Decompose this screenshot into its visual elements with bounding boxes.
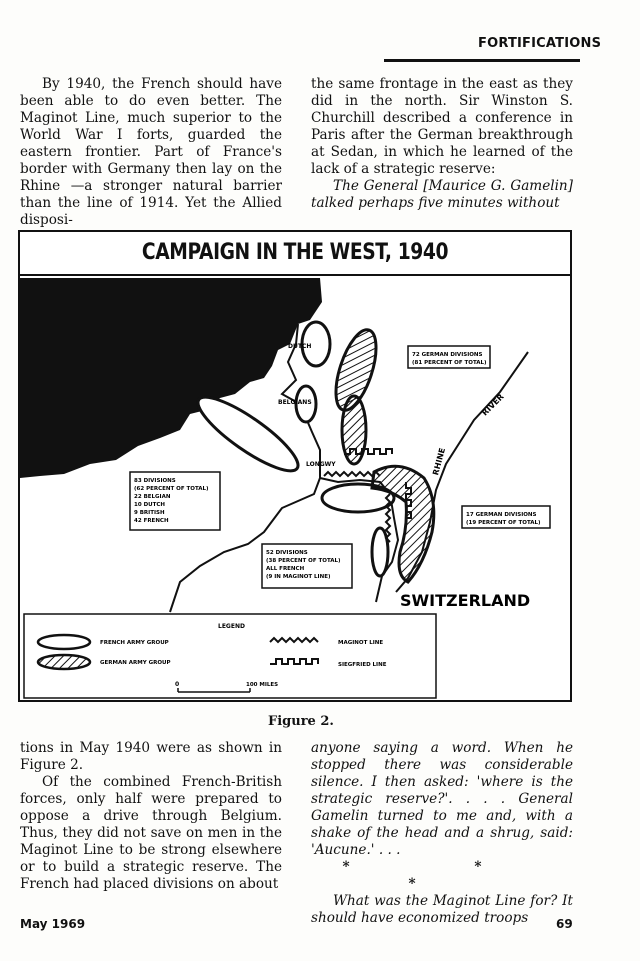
column-3-text — [20, 740, 282, 893]
box-line: (19 PERCENT OF TOTAL) — [466, 520, 541, 526]
legend-french: FRENCH ARMY GROUP — [100, 640, 169, 646]
paragraph: tions in May 1940 were as shown in Figure 2. — [20, 740, 282, 773]
footer-date: May 1969 — [20, 917, 86, 931]
box-line: (62 PERCENT OF TOTAL) — [134, 486, 209, 492]
german-north-box — [408, 346, 490, 368]
box-line: ALL FRENCH — [266, 566, 305, 572]
box-line: 52 DIVISIONS — [266, 550, 308, 556]
box-line: (81 PERCENT OF TOTAL) — [412, 360, 487, 366]
box-line: (9 IN MAGINOT LINE) — [266, 574, 331, 580]
legend-german-symbol — [38, 655, 90, 669]
box-line: (38 PERCENT OF TOTAL) — [266, 558, 341, 564]
scale-zero: 0 — [175, 681, 180, 688]
box-line: 9 BRITISH — [134, 510, 165, 516]
section-break: * * * — [342, 859, 542, 892]
label-longwy: LONGWY — [306, 461, 336, 468]
section-header: FORTIFICATIONS — [478, 36, 602, 51]
campaign-map — [18, 230, 572, 702]
map-graphic — [20, 232, 570, 700]
column-1-text — [20, 76, 282, 229]
label-switzerland: SWITZERLAND — [400, 591, 531, 610]
paragraph: the same frontage in the east as they did in the north. Sir Winston S. Churchill described a conference in Paris after the German breakthrough at Sedan, in which he learned of the lack of a strategic reserve: — [311, 76, 573, 177]
french-army-group-alsace — [372, 528, 388, 576]
map-legend — [24, 614, 436, 698]
box-line: 10 DUTCH — [134, 502, 165, 508]
box-line: 17 GERMAN DIVISIONS — [466, 512, 537, 518]
maginot-box — [262, 544, 352, 588]
label-rhine: RHINE — [431, 446, 448, 477]
header-rule — [384, 59, 580, 62]
label-belgians: BELGIANS — [278, 399, 312, 406]
legend-german: GERMAN ARMY GROUP — [100, 660, 171, 666]
label-dutch: DUTCH — [288, 343, 312, 350]
scale-label: 100 MILES — [246, 682, 279, 688]
paragraph: What was the Maginot Line for? It should have economized troops — [311, 893, 573, 926]
allied-box — [130, 472, 220, 530]
column-4-text — [311, 740, 573, 927]
column-2-text — [311, 76, 573, 212]
german-south-box — [462, 506, 550, 528]
quote-start: The General [Maurice G. Gamelin] talked perhaps five minutes without — [311, 178, 573, 211]
legend-maginot: MAGINOT LINE — [338, 640, 384, 646]
figure-caption: Figure 2. — [268, 714, 334, 729]
legend-french-symbol — [38, 635, 90, 649]
map-title: CAMPAIGN IN THE WEST, 1940 — [141, 240, 449, 265]
quote-end: anyone saying a word. When he stopped there was considerable silence. I then asked: 'where is the strategic reserve?'. . . . General Gamelin turned to me and, with a shake of the head and a shrug, said: 'Aucune.' . . . — [311, 740, 573, 858]
paragraph: By 1940, the French should have been able to do even better. The Maginot Line, much superior to the World War I forts, guarded the eastern frontier. Part of France's border with Germany then lay on the Rhine —a stronger natural barrier than the line of 1914. Yet the Allied disposi- — [20, 76, 282, 228]
legend-title: LEGEND — [218, 623, 245, 630]
label-river: RIVER — [480, 392, 506, 418]
box-line: 83 DIVISIONS — [134, 478, 176, 484]
paragraph: Of the combined French-British forces, only half were prepared to oppose a drive through Belgium. Thus, they did not save on men in the Maginot Line to be strong elsewhere or to build a strategic reserve. The French had placed divisions on about — [20, 774, 282, 892]
box-line: 22 BELGIAN — [134, 494, 171, 500]
legend-siegfried: SIEGFRIED LINE — [338, 662, 387, 668]
box-line: 42 FRENCH — [134, 518, 169, 524]
page-number: 69 — [556, 917, 573, 931]
box-line: 72 GERMAN DIVISIONS — [412, 352, 483, 358]
